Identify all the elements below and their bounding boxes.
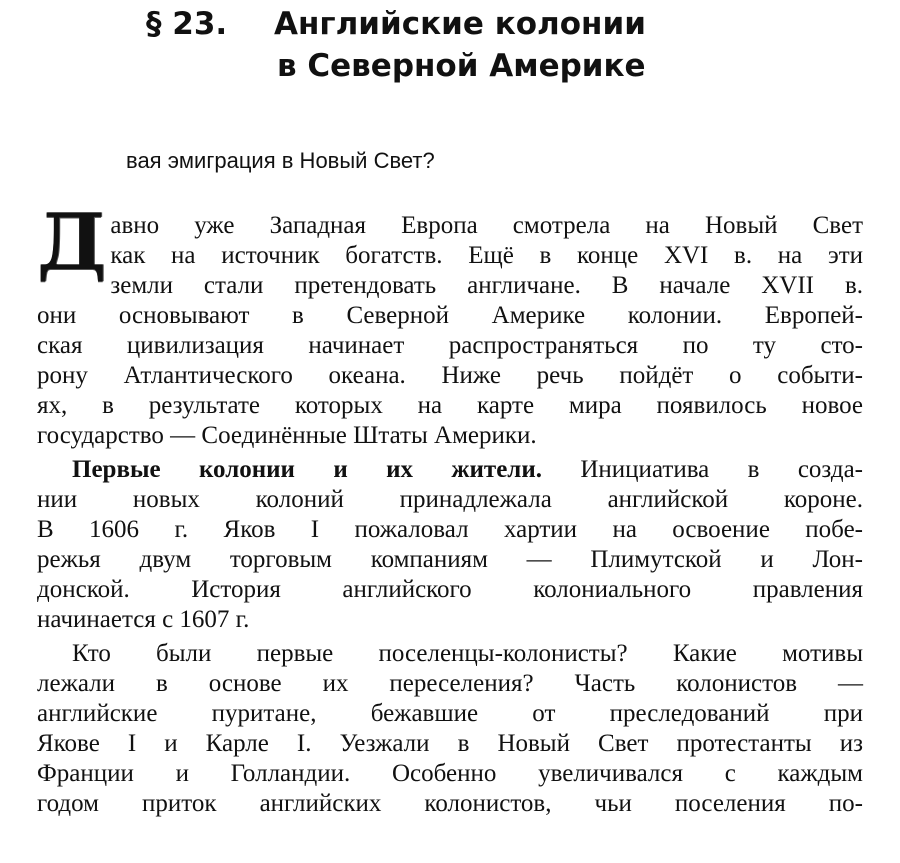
paragraph-settlers bbox=[37, 639, 863, 819]
question-fragment: вая эмиграция в Новый Свет? bbox=[126, 148, 435, 173]
drop-cap: Д bbox=[37, 197, 107, 288]
text-line: ская цивилизация начинает распространяться по ту сто- bbox=[37, 332, 863, 359]
subsection-title: Первые колонии и их жители. bbox=[72, 456, 542, 483]
text-line: нии новых колоний принадлежала английской короне. bbox=[37, 486, 863, 513]
text-line: Франции и Голландии. Особенно увеличивался с каждым bbox=[37, 760, 863, 787]
text-line: годом приток английских колонистов, чьи поселения по- bbox=[37, 790, 863, 817]
heading-title-line-2: в Северной Америке bbox=[277, 48, 646, 84]
text-line: ях, в результате которых на карте мира появилось новое bbox=[37, 392, 863, 419]
text-line: государство — Соединённые Штаты Америки. bbox=[37, 422, 537, 449]
paragraph-first-colonies bbox=[37, 455, 863, 635]
heading-row-1 bbox=[146, 2, 646, 46]
text-line: Якове I и Карле I. Уезжали в Новый Свет протестанты из bbox=[37, 730, 863, 757]
text-line: рону Атлантического океана. Ниже речь пойдёт о событи- bbox=[37, 362, 863, 389]
text-fragment: Инициатива в созда- bbox=[541, 456, 863, 483]
text-line: они основывают в Северной Америке колонии. Европей- bbox=[37, 302, 863, 329]
text-line: земли стали претендовать англичане. В начале XVII в. bbox=[110, 272, 863, 299]
text-line: авно уже Западная Европа смотрела на Новый Свет bbox=[110, 212, 863, 239]
text-line: донской. История английского колониального правления bbox=[37, 576, 863, 603]
paragraph-intro bbox=[37, 197, 863, 451]
text-line bbox=[37, 455, 863, 485]
heading-title-line-1: Английские колонии bbox=[274, 6, 646, 42]
text-line: лежали в основе их переселения? Часть колонистов — bbox=[37, 670, 863, 697]
body-text bbox=[37, 197, 863, 819]
text-line: Кто были первые поселенцы-колонисты? Какие мотивы bbox=[72, 640, 863, 667]
text-line: начинается с 1607 г. bbox=[37, 606, 250, 633]
text-line: английские пуритане, бежавшие от преследований при bbox=[37, 700, 863, 727]
section-number: § 23. bbox=[146, 6, 228, 42]
text-line: как на источник богатств. Ещё в конце XVI в. на эти bbox=[110, 242, 863, 269]
text-line: режья двум торговым компаниям — Плимутской и Лон- bbox=[37, 546, 863, 573]
text-line: В 1606 г. Яков I пожаловал хартии на освоение побе- bbox=[37, 516, 863, 543]
